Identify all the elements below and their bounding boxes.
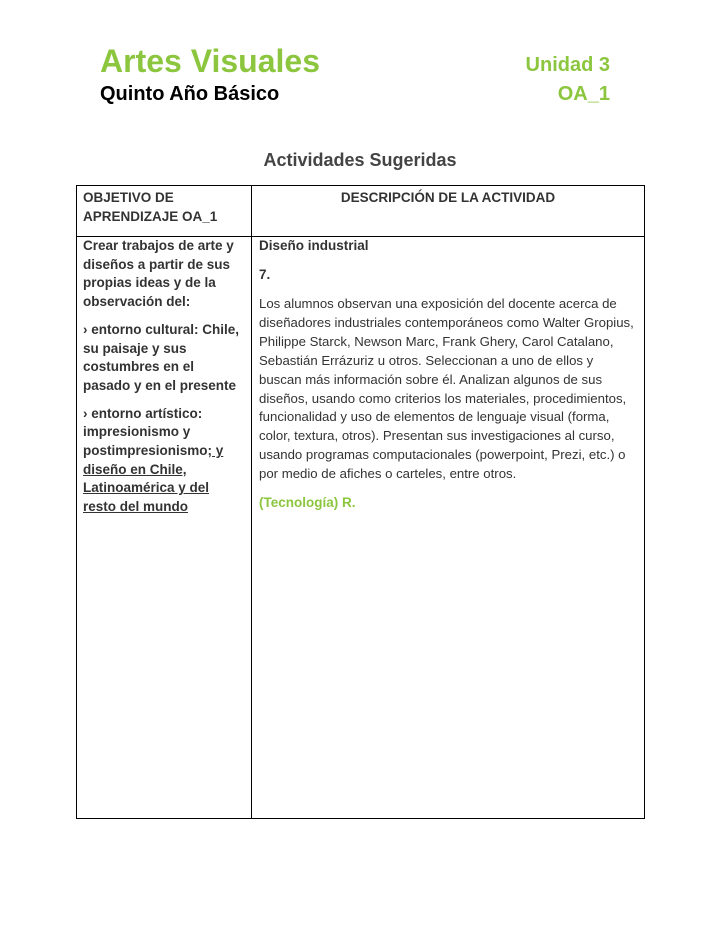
description-cell — [252, 237, 645, 819]
objective-item-cultural: › entorno cultural: Chile, su paisaje y sus costumbres en el pasado y en el presente — [83, 321, 240, 393]
section-title: Actividades Sugeridas — [263, 150, 457, 170]
activity-number: 7. — [259, 267, 271, 282]
table-row — [77, 237, 645, 819]
activity-description: Los alumnos observan una exposición del docente acerca de diseñadores industriales contemporáneos como Walter Gropius, Philippe Starck, Newson Marc, Frank Ghery, Carol Catalano, Sebastián Errázuriz u otros. Seleccionan a uno de ellos y buscan más información sobre él. Analizan algunos de sus diseños, usando como criterios los materiales, procedimientos, funcionalidad y uso de elementos de lenguaje visual (forma, color, textura, otros). Presentan sus investigaciones al curso, usando programas computacionales (powerpoint, Prezi, etc.) o por medio de afiches o carteles, entre otros. — [259, 296, 634, 482]
table-header-row — [77, 186, 645, 237]
unit-label: Unidad 3 — [525, 54, 610, 76]
page-header — [100, 42, 610, 112]
objective-code: OA_1 — [557, 83, 610, 105]
activity-title: Diseño industrial — [259, 238, 369, 253]
grade-subtitle: Quinto Año Básico — [100, 83, 280, 105]
objective-intro: Crear trabajos de arte y diseños a partir de sus propias ideas y de la observación del: — [83, 238, 234, 310]
activity-table — [76, 185, 645, 819]
subject-title: Artes Visuales — [100, 43, 320, 79]
objective-item-artistic — [83, 405, 245, 517]
objective-item-artistic-underlined: ; y diseño en Chile, Latinoamérica y del resto del mundo — [83, 443, 224, 515]
objective-column-header: OBJETIVO DE APRENDIZAJE OA_1 — [77, 186, 252, 237]
objective-item-artistic-text: › entorno artístico: impresionismo y postimpresionismo — [83, 405, 208, 459]
description-column-header: DESCRIPCIÓN DE LA ACTIVIDAD — [252, 186, 645, 237]
objective-cell — [77, 237, 252, 819]
activity-reference: (Tecnología) R. — [259, 495, 356, 511]
